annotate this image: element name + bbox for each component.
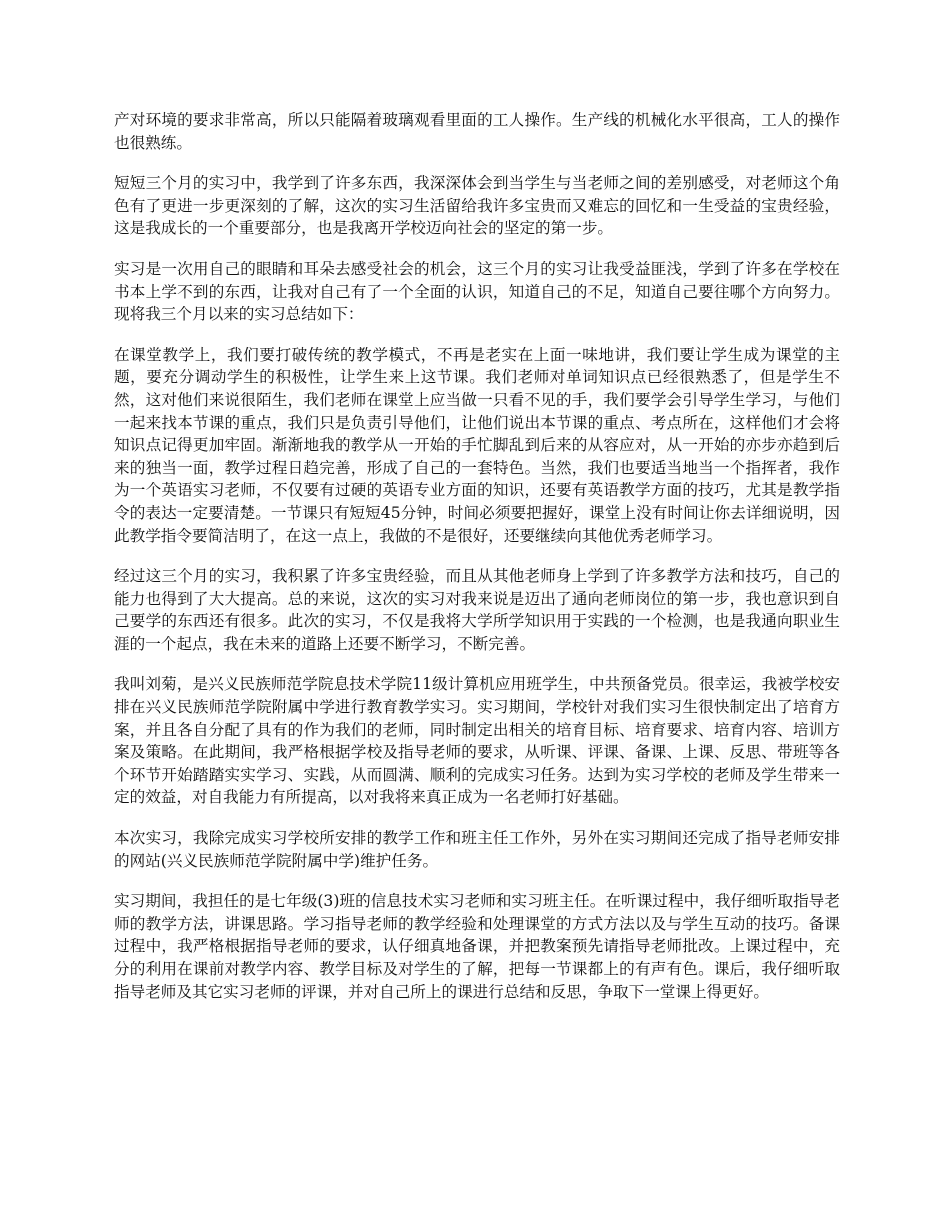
- paragraph-6: 我叫刘菊，是兴义民族师范学院息技术学院11级计算机应用班学生，中共预备党员。很幸运，我被学校安排在兴义民族师范学院附属中学进行教育教学实习。实习期间，学校针对我们实习生很快制定出了培育方案，并且各自分配了具有的作为我们的老师，同时制定出相关的培育目标、培育要求、培育内容、培训方案及策略。在此期间，我严格根据学校及指导老师的要求，从听课、评课、备课、上课、反思、带班等各个环节开始踏踏实实学习、实践，从而圆满、顺利的完成实习任务。达到为实习学校的老师及学生带来一定的效益，对自我能力有所提高，以对我将来真正成为一名老师打好基础。: [114, 675, 840, 807]
- paragraph-1: 产对环境的要求非常高，所以只能隔着玻璃观看里面的工人操作。生产线的机械化水平很高，工人的操作也很熟练。: [114, 111, 840, 152]
- document-body: [114, 109, 840, 1021]
- paragraph-5: 经过这三个月的实习，我积累了许多宝贵经验，而且从其他老师身上学到了许多教学方法和技巧，自己的能力也得到了大大提高。总的来说，这次的实习对我来说是迈出了通向老师岗位的第一步，我也意识到自己要学的东西还有很多。此次的实习，不仅是我将大学所学知识用于实践的一个检测，也是我通向职业生涯的一个起点，我在未来的道路上还要不断学习，不断完善。: [114, 567, 840, 653]
- paragraph-2: 短短三个月的实习中，我学到了许多东西，我深深体会到当学生与当老师之间的差别感受，对老师这个角色有了更进一步更深刻的了解，这次的实习生活留给我许多宝贵而又难忘的回忆和一生受益的宝贵经验，这是我成长的一个重要部分，也是我离开学校迈向社会的坚定的第一步。: [114, 174, 840, 238]
- paragraph-4: 在课堂教学上，我们要打破传统的教学模式，不再是老实在上面一味地讲，我们要让学生成为课堂的主题，要充分调动学生的积极性，让学生来上这节课。我们老师对单词知识点已经很熟悉了，但是学生不然，这对他们来说很陌生，我们老师在课堂上应当做一只看不见的手，我们要学会引导学生学习，与他们一起来找本节课的重点，我们只是负责引导他们，让他们说出本节课的重点、考点所在，这样他们才会将知识点记得更加牢固。渐渐地我的教学从一开始的手忙脚乱到后来的从容应对，从一开始的亦步亦趋到后来的独当一面，教学过程日趋完善，形成了自己的一套特色。当然，我们也要适当地当一个指挥者，我作为一个英语实习老师，不仅要有过硬的英语专业方面的知识，还要有英语教学方面的技巧，尤其是教学指令的表达一定要清楚。一节课只有短短45分钟，时间必须要把握好，课堂上没有时间让你去详细说明，因此教学指令要简洁明了，在这一点上，我做的不是很好，还要继续向其他优秀老师学习。: [114, 345, 840, 545]
- paragraph-8: 实习期间，我担任的是七年级(3)班的信息技术实习老师和实习班主任。在听课过程中，我仔细听取指导老师的教学方法，讲课思路。学习指导老师的教学经验和处理课堂的方式方法以及与学生互动的技巧。备课过程中，我严格根据指导老师的要求，认仔细真地备课，并把教案预先请指导老师批改。上课过程中，充分的利用在课前对教学内容、教学目标及对学生的了解，把每一节课都上的有声有色。课后，我仔细听取指导老师及其它实习老师的评课，并对自己所上的课进行总结和反思，争取下一堂课上得更好。: [114, 892, 840, 1001]
- paragraph-7: 本次实习，我除完成实习学校所安排的教学工作和班主任工作外，另外在实习期间还完成了指导老师安排的网站(兴义民族师范学院附属中学)维护任务。: [114, 829, 840, 870]
- paragraph-3: 实习是一次用自己的眼睛和耳朵去感受社会的机会，这三个月的实习让我受益匪浅，学到了许多在学校在书本上学不到的东西，让我对自己有了一个全面的认识，知道自己的不足，知道自己要往哪个方向努力。现将我三个月以来的实习总结如下：: [114, 259, 840, 324]
